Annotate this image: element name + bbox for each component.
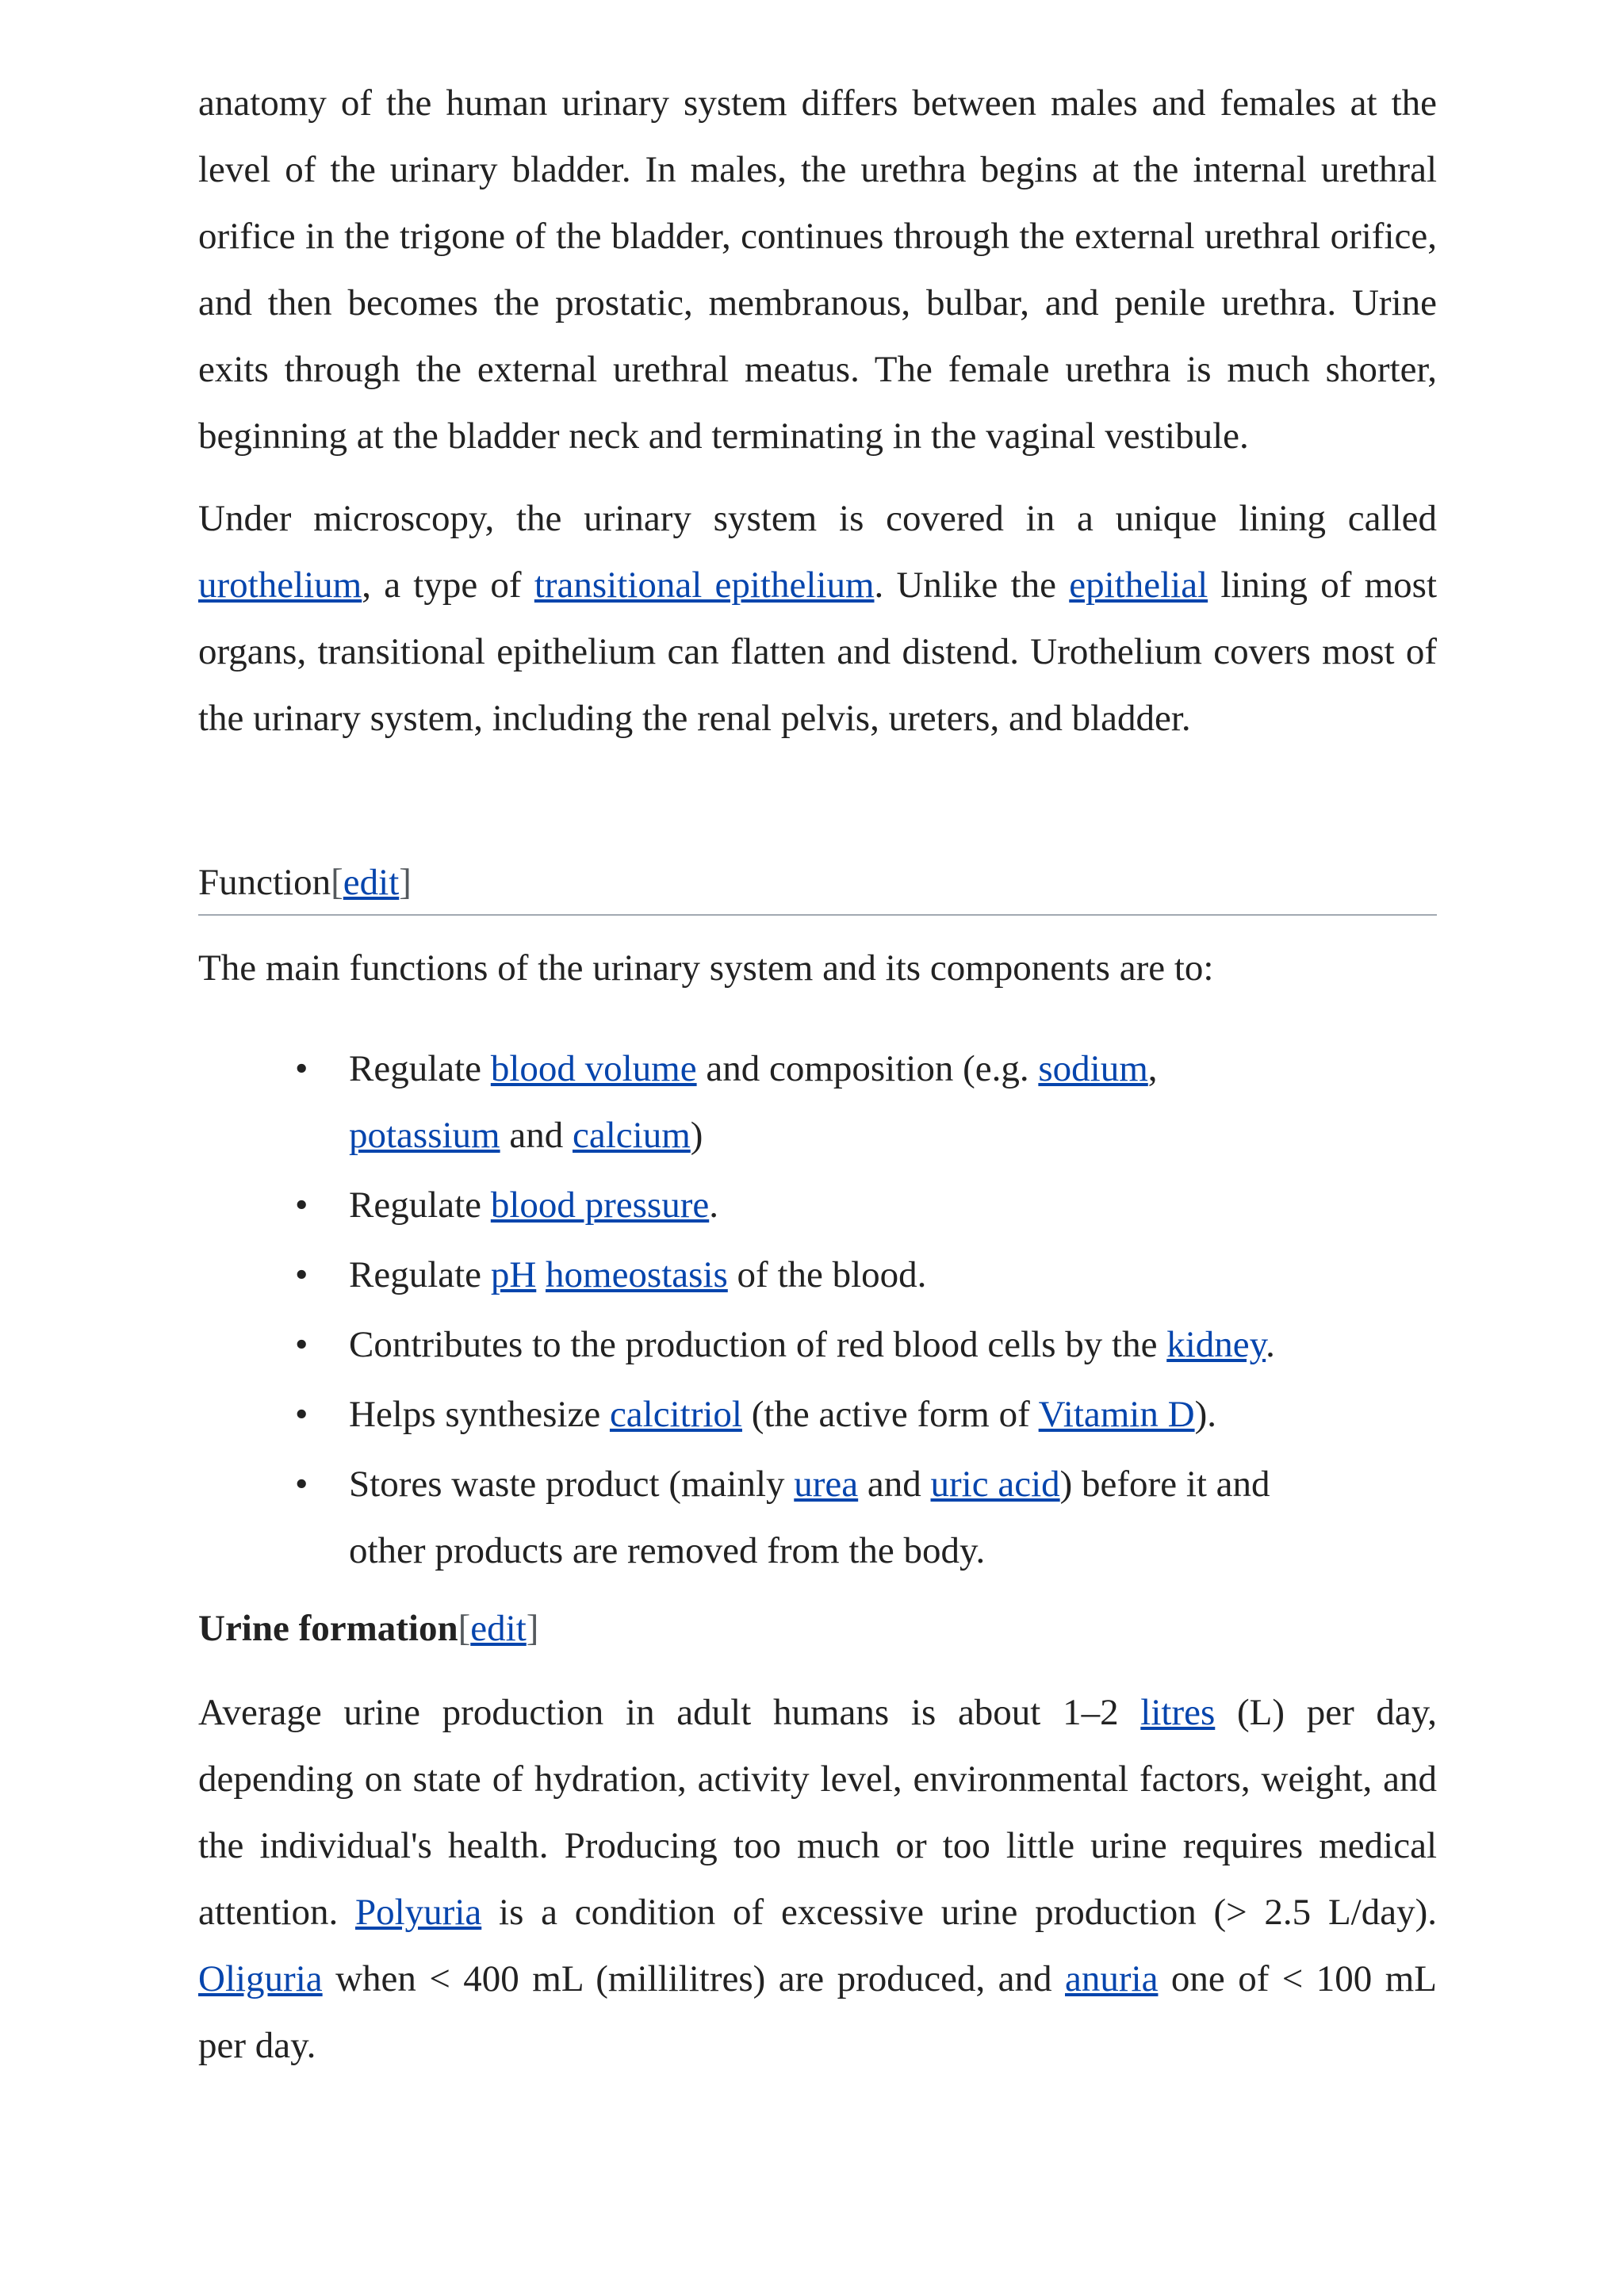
list-item [198, 1451, 1437, 1584]
link-epithelial[interactable]: epithelial [1069, 564, 1208, 606]
link-uric-acid[interactable]: uric acid [930, 1464, 1060, 1505]
section-title: Function [198, 862, 331, 903]
list-item-text: Helps synthesize calcitriol (the active form of Vitamin D). [349, 1394, 1216, 1435]
list-item [198, 1172, 1437, 1238]
bullet-icon: • [295, 1184, 308, 1226]
microscopy-paragraph [198, 485, 1437, 752]
anatomy-paragraph: anatomy of the human urinary system differs between males and females at the level of the urinary bladder. In males, the urethra begins at the internal urethral orifice in the trigone of the bladder, continues through the external urethral orifice, and then becomes the prostatic, membranous, bulbar, and penile urethra. Urine exits through the external urethral meatus. The female urethra is much shorter, beginning at the bladder neck and terminating in the vaginal vestibule. [198, 82, 1437, 457]
link-polyuria[interactable]: Polyuria [354, 1892, 482, 1933]
edit-bracket-open: [ [331, 862, 343, 903]
link-homeostasis[interactable]: homeostasis [546, 1254, 728, 1295]
edit-link-function[interactable]: edit [343, 862, 400, 903]
bullet-icon: • [295, 1324, 308, 1365]
link-potassium[interactable]: potassium [349, 1115, 500, 1156]
link-oliguria[interactable]: Oliguria [198, 1958, 323, 1999]
text-run: . Unlike the [874, 564, 1070, 606]
list-item [198, 1242, 1437, 1308]
link-litres[interactable]: litres [1140, 1692, 1216, 1733]
urine-production-paragraph: Average urine production in adult humans is about 1–2 litres (L) per day, depending on state of hydration, activity level, environmental factors, weight, and the individual's health. Producing too much or too little urine requires medical attention. Polyuria is a condition of excessive urine production (> 2.5 L/day). Oliguria when < 400 mL (millilitres) are produced, and anuria one of < 100 mL per day. [198, 1692, 1437, 2066]
list-item-text: Regulate pH homeostasis of the blood. [349, 1254, 927, 1295]
list-item [198, 1035, 1437, 1169]
link-transitional-epithelium[interactable]: transitional epithelium [534, 564, 875, 606]
list-item-text: Contributes to the production of red blood cells by the kidney. [349, 1324, 1275, 1365]
text-run: lining of most organs, transitional epithelium can flatten and distend. Urothelium covers most of the urinary system, including the renal pelvis, ureters, and bladder. [198, 564, 1438, 739]
edit-bracket-close: ] [526, 1608, 539, 1649]
function-heading [198, 851, 1437, 916]
list-item-text: Regulate blood pressure. [349, 1184, 718, 1226]
link-ph[interactable]: pH [490, 1254, 537, 1295]
link-urothelium[interactable]: urothelium [198, 564, 362, 606]
link-calcitriol[interactable]: calcitriol [609, 1394, 742, 1435]
link-vitamin-d[interactable]: Vitamin D [1038, 1394, 1195, 1435]
link-sodium[interactable]: sodium [1038, 1048, 1148, 1089]
link-blood-volume[interactable]: blood volume [490, 1048, 697, 1089]
edit-link-urine-formation[interactable]: edit [470, 1608, 527, 1649]
section-title: Urine formation [198, 1608, 458, 1649]
bullet-icon: • [295, 1048, 308, 1089]
functions-intro: The main functions of the urinary system and its components are to: [198, 947, 1214, 989]
text-run: , a type of [362, 564, 534, 606]
link-blood-pressure[interactable]: blood pressure [490, 1184, 710, 1226]
edit-bracket-close: ] [399, 862, 412, 903]
text-run: Under microscopy, the urinary system is covered in a unique lining called [198, 498, 1437, 539]
edit-bracket-open: [ [458, 1608, 471, 1649]
functions-list [198, 1035, 1437, 1587]
bullet-icon: • [295, 1464, 308, 1505]
link-kidney[interactable]: kidney [1166, 1324, 1266, 1365]
link-anuria[interactable]: anuria [1065, 1958, 1159, 1999]
list-item-text: Stores waste product (mainly urea and uric acid) before it and other products are removed from the body. [349, 1464, 1270, 1571]
list-item [198, 1311, 1437, 1378]
bullet-icon: • [295, 1394, 308, 1435]
list-item [198, 1381, 1437, 1448]
urine-formation-heading [198, 1595, 1437, 1662]
link-calcium[interactable]: calcium [573, 1115, 691, 1156]
link-urea[interactable]: urea [794, 1464, 859, 1505]
bullet-icon: • [295, 1254, 308, 1295]
list-item-text: Regulate blood volume and composition (e.g. sodium, potassium and calcium) [349, 1048, 1158, 1156]
